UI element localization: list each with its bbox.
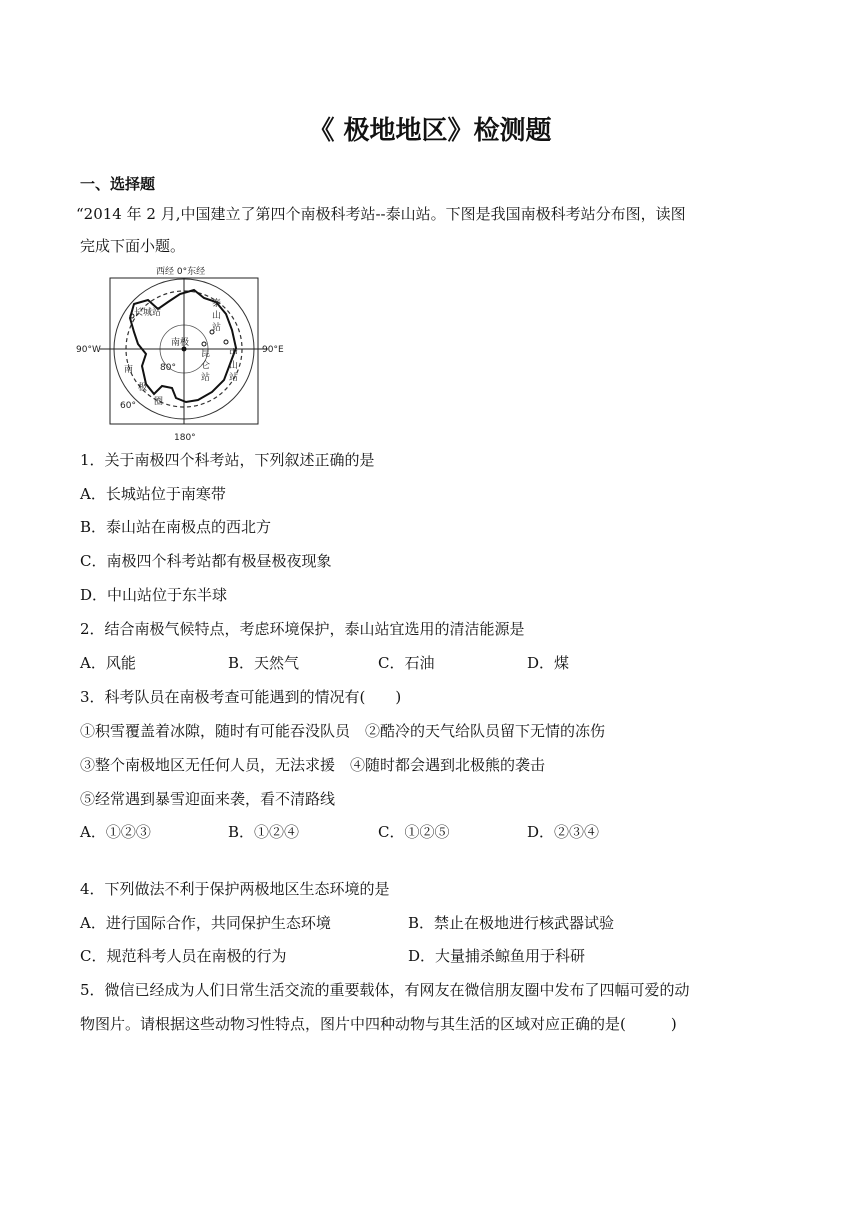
south-pole-label: 南极 xyxy=(171,338,190,348)
zhongshan-label-2: 山 xyxy=(229,361,239,371)
q3-statement-2: ③整个南极地区无任何人员，无法求援 ④随时都会遇到北极熊的袭击 xyxy=(80,756,546,774)
antarctic-circle-label-3: 圈 xyxy=(154,397,164,407)
taishan-label-1: 泰 xyxy=(212,299,222,309)
kunlun-marker xyxy=(202,342,206,346)
intro-text: “2014 年 2 月,中国建立了第四个南极科考站--泰山站。下图是我国南极科考站分布图，读图 xyxy=(76,205,686,223)
intro-text-cont: 完成下面小题。 xyxy=(80,237,186,255)
q2-option-d: D．煤 xyxy=(527,654,570,672)
q4-option-d: D．大量捕杀鲸鱼用于科研 xyxy=(408,947,586,965)
section-heading: 一、选择题 xyxy=(80,175,156,193)
q2-option-a: A．风能 xyxy=(80,654,136,672)
q3-statement-3: ⑤经常遇到暴雪迎面来袭，看不清路线 xyxy=(80,790,336,808)
taishan-label-3: 站 xyxy=(212,323,222,333)
q5-stem-line1: 5．微信已经成为人们日常生活交流的重要载体，有网友在微信朋友圈中发布了四幅可爱的动 xyxy=(80,981,690,999)
zhongshan-marker xyxy=(224,340,228,344)
q1-option-d: D．中山站位于东半球 xyxy=(80,586,228,604)
q1-option-a: A．长城站位于南寒带 xyxy=(80,485,226,503)
q4-option-c: C．规范科考人员在南极的行为 xyxy=(80,947,287,965)
q2-option-c: C．石油 xyxy=(378,654,435,672)
q3-option-d: D．②③④ xyxy=(527,823,600,841)
map-left-label: 90°W xyxy=(76,345,101,355)
q1-option-c: C．南极四个科考站都有极昼极夜现象 xyxy=(80,552,332,570)
map-right-label: 90°E xyxy=(262,345,284,355)
zhongshan-label-1: 中 xyxy=(229,349,239,359)
kunlun-label-2: 仑 xyxy=(201,361,211,371)
q1-option-b: B．泰山站在南极点的西北方 xyxy=(80,518,272,536)
lat80-label: 80° xyxy=(160,363,176,373)
changcheng-label: 长城站 xyxy=(134,308,162,318)
q4-option-a: A．进行国际合作，共同保护生态环境 xyxy=(80,914,331,932)
q3-option-a: A．①②③ xyxy=(80,823,151,841)
kunlun-label-1: 昆 xyxy=(201,349,211,359)
q3-statement-1: ①积雪覆盖着冰隙，随时有可能吞没队员 ②酷冷的天气给队员留下无情的冻伤 xyxy=(80,722,606,740)
q1-stem: 1．关于南极四个科考站，下列叙述正确的是 xyxy=(80,451,375,469)
q4-option-b: B．禁止在极地进行核武器试验 xyxy=(408,914,615,932)
q5-stem-line2: 物图片。请根据这些动物习性特点，图片中四种动物与其生活的区域对应正确的是( ) xyxy=(80,1015,677,1033)
kunlun-label-3: 站 xyxy=(201,373,211,383)
taishan-label-2: 山 xyxy=(212,311,222,321)
antarctic-circle-label-2: 极 xyxy=(138,383,148,393)
q2-option-b: B．天然气 xyxy=(228,654,300,672)
q3-option-c: C．①②⑤ xyxy=(378,823,450,841)
page-title: 《 极地地区》检测题 xyxy=(308,116,552,146)
zhongshan-label-3: 站 xyxy=(229,373,239,383)
q3-option-b: B．①②④ xyxy=(228,823,300,841)
q4-stem: 4．下列做法不利于保护两极地区生态环境的是 xyxy=(80,880,390,898)
lat60-label: 60° xyxy=(120,401,136,411)
map-top-label: 西经 0°东经 xyxy=(156,267,206,277)
map-bottom-label: 180° xyxy=(174,433,196,443)
antarctica-station-map xyxy=(76,262,292,444)
q3-stem: 3．科考队员在南极考查可能遇到的情况有( ) xyxy=(80,688,402,706)
q2-stem: 2．结合南极气候特点，考虑环境保护，泰山站宜选用的清洁能源是 xyxy=(80,620,525,638)
antarctic-circle-label-1: 南 xyxy=(124,365,134,375)
